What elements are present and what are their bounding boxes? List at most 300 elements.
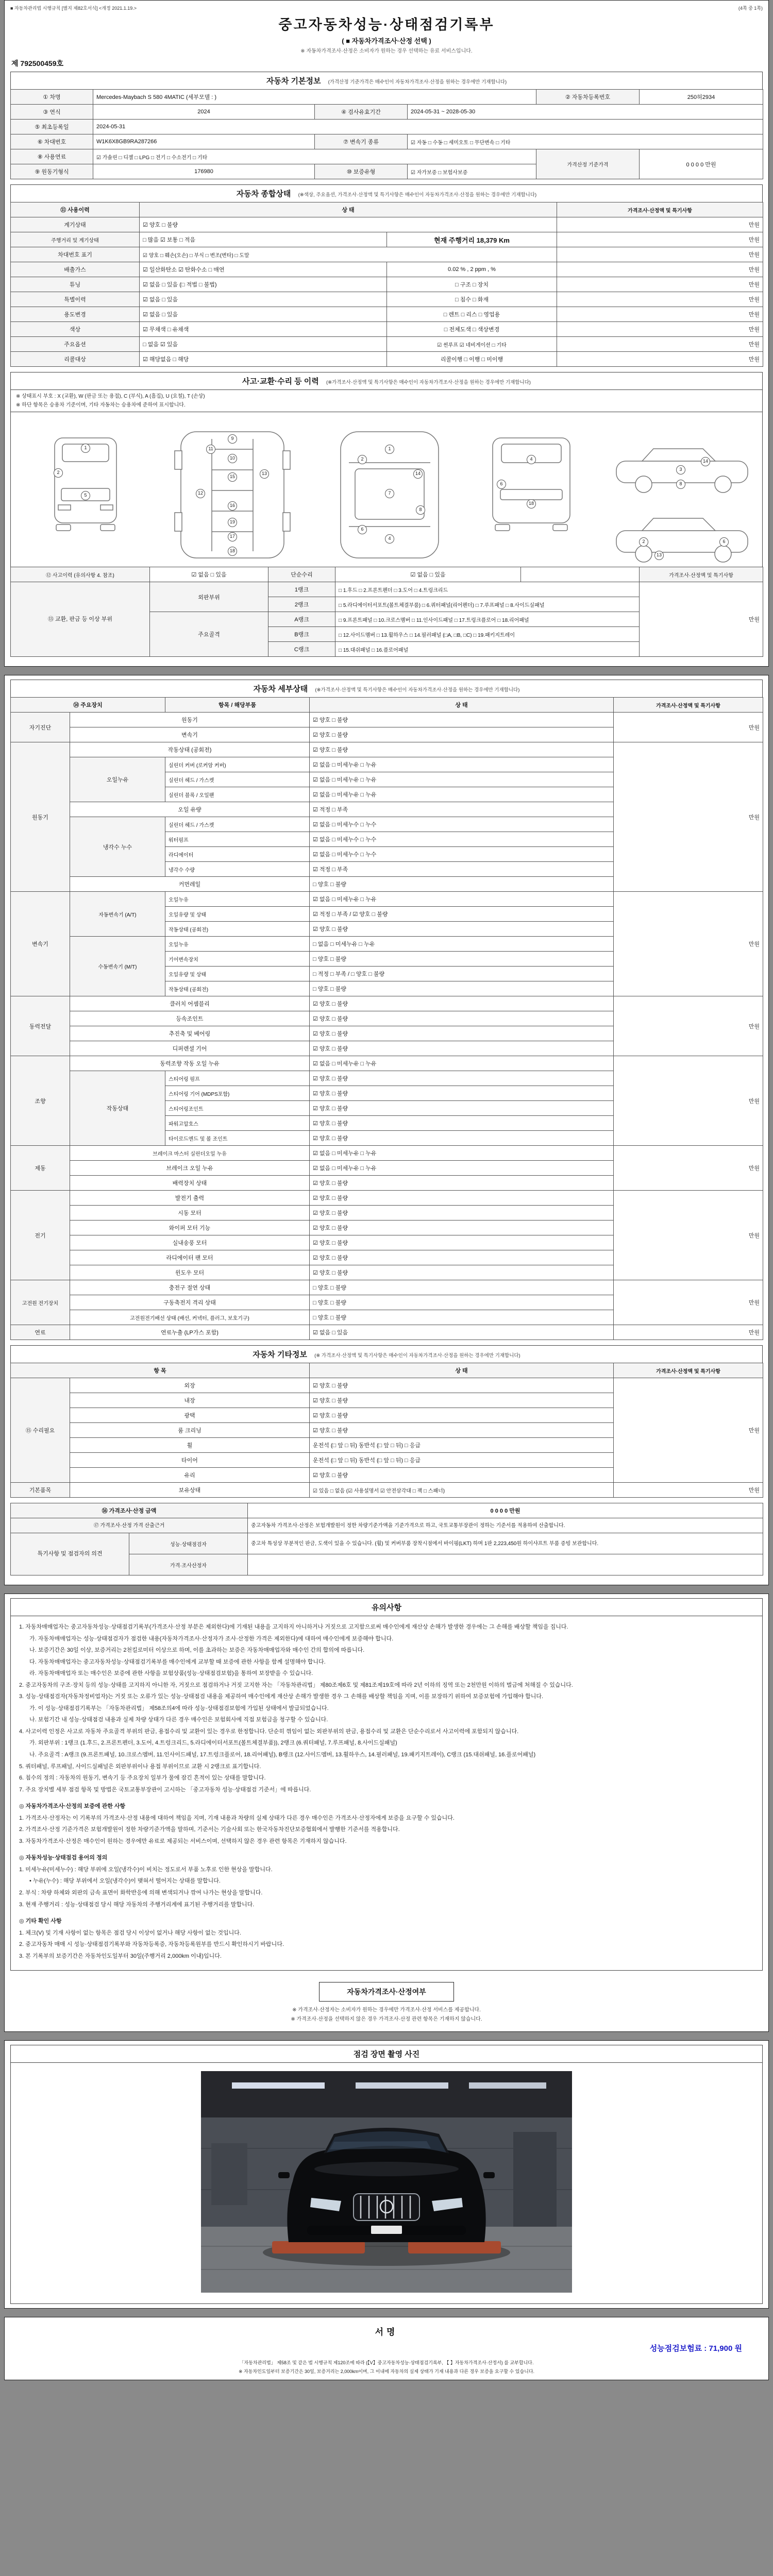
table-cell: 만원 (557, 337, 763, 352)
table-cell: □ 9.프론트패널 □ 10.크로스멤버 □ 11.인사이드패널 □ 17.트렁크플로어 □ 18.리어패널 (335, 612, 640, 627)
table-cell: ☑ 양호 □ 불량 (310, 1131, 614, 1146)
notice-line: 2. 부식 : 차량 하체와 외판의 금속 표면이 화학반응에 의해 변색되거나 깎여 나가는 현상을 말합니다. (19, 1890, 263, 1896)
table-cell: 상 태 (310, 1363, 614, 1378)
table-cell: ☑ 없음 □ 미세누유 □ 누유 (310, 757, 614, 772)
diagram-part-marker: 19 (228, 518, 237, 527)
diagram-part-marker: 14 (413, 469, 423, 479)
table-cell: 주행거리 및 계기상태 (11, 232, 140, 247)
table-cell: ☑ 양호 □ 불량 (310, 1468, 614, 1483)
section-etc-title: 자동차 기타정보 (253, 1350, 307, 1359)
diagram-part-marker: 1 (81, 444, 90, 453)
table-cell: ☑ 양호 □ 불량 (310, 1176, 614, 1191)
table-cell: 0 0 0 0 만원 (248, 1503, 763, 1518)
table-cell: 변속기 (11, 892, 70, 996)
table-cell: 상 태 (310, 698, 614, 713)
notice-line: 1. 미세누유(미세누수) : 해당 부위에 오일(냉각수)이 비치는 정도로서 부품 노후로 인한 현상을 말합니다. (19, 1866, 273, 1873)
table-cell: 특기사항 및 점검자의 의견 (11, 1533, 129, 1575)
etc-info-table (10, 1363, 763, 1498)
table-cell: W1K6X8GB9RA287266 (93, 134, 315, 149)
diagram-part-marker: 17 (228, 532, 237, 541)
diagram-part-marker: 6 (358, 525, 367, 534)
notice-line: 가. 외판부위 : 1랭크 (1.후드, 2.프론트펜더, 3.도어, 4.트렁크리드, 5.라디에이터서포트(볼트체결부품)), 2랭크 (6.쿼터패널, 7.루프패널, 8.사이드실패널) (29, 1740, 397, 1747)
table-cell: ☑ 없음 □ 있음 (150, 567, 268, 582)
table-cell: 중고자동차 가격조사·산정은 보험개발원이 정한 차량기준가액을 기준가격으로 하고, 국토교통부장관이 정하는 기준서를 적용하여 산출합니다. (248, 1518, 763, 1533)
notice-heading: ◎ 기타 확인 사항 (19, 1918, 62, 1925)
table-cell: ⑬ 교환, 판금 등 이상 부위 (11, 582, 150, 657)
table-cell: □ 5.라디에이터서포트(볼트체결부품) □ 6.쿼터패널(리어펜더) □ 7.루프패널 □ 8.사이드실패널 (335, 597, 640, 612)
table-cell: 용도변경 (11, 307, 140, 322)
table-cell: 동력조향 작동 오일 누유 (70, 1056, 310, 1071)
table-cell: 고전원전기배선 상태 (배선, 커넥터, 플러그, 보호기구) (70, 1310, 310, 1325)
table-cell: □ 양호 □ 불량 (310, 1310, 614, 1325)
section-etc-header (10, 1345, 763, 1363)
table-cell: ☑ 적정 □ 부족 / ☑ 양호 □ 불량 (310, 907, 614, 922)
table-cell: 리콜이행 □ 이행 □ 미이행 (387, 352, 557, 367)
table-cell: 연료 (11, 1325, 70, 1340)
table-cell: 만원 (614, 892, 763, 996)
table-cell: 윈도우 모터 (70, 1265, 310, 1280)
table-cell: 수동변속기 (M/T) (70, 937, 165, 996)
table-cell: 오일유량 및 상태 (165, 907, 310, 922)
diagram-part-marker: 13 (260, 469, 269, 479)
price-assessment-table-grid (10, 1503, 763, 1575)
table-cell: ⑮ 수리필요 (11, 1378, 70, 1483)
table-cell: ⑯ 가격조사·산정 금액 (11, 1503, 248, 1518)
section-photo-title: 점검 장면 촬영 사진 (353, 2050, 420, 2059)
price-survey-select-box: 자동차가격조사·산정여부 (319, 1982, 454, 2002)
table-cell: 만원 (614, 996, 763, 1056)
table-cell: ④ 검사유효기간 (315, 105, 408, 120)
table-cell: ☑ 무채색 □ 유채색 (140, 322, 387, 337)
table-cell: ☑ 양호 □ 불량 (310, 1116, 614, 1131)
table-cell: □ 없음 ☑ 있음 (140, 337, 387, 352)
table-cell: ☑ 양호 □ 불량 (310, 996, 614, 1011)
table-cell: 실린더 블록 / 오일팬 (165, 787, 310, 802)
table-cell: 튜닝 (11, 277, 140, 292)
diagram-part-marker: 4 (385, 534, 394, 544)
table-cell: 오일유량 및 상태 (165, 967, 310, 981)
table-cell: 배력장치 상태 (70, 1176, 310, 1191)
diagram-part-marker: 4 (527, 455, 536, 464)
table-cell: 만원 (614, 1146, 763, 1191)
diagram-part-marker: 18 (527, 499, 536, 509)
table-cell: 고전원 전기장치 (11, 1280, 70, 1325)
notice-line: 나. 보험기간 내 성능·상태점검 내용과 실제 차량 상태가 다른 경우 매수인은 보험회사에 직접 보험금을 청구할 수 있습니다. (29, 1717, 328, 1723)
table-cell: 주요골격 (150, 612, 268, 657)
etc-info-table-grid (10, 1363, 763, 1498)
table-cell: 외장 (70, 1378, 310, 1393)
table-cell: ☑ 양호 □ 불량 (310, 1191, 614, 1206)
table-cell: 발전기 출력 (70, 1191, 310, 1206)
table-cell (521, 567, 640, 582)
table-cell: 성능·상태점검자 (129, 1533, 248, 1554)
table-cell: ☑ 양호 □ 불량 (310, 1408, 614, 1423)
section-accident-note: (※가격조사·산정액 및 특기사항은 매수인이 자동차가격조사·산정을 원하는 경우에만 기재합니다) (326, 380, 531, 385)
detail-condition-table (10, 697, 763, 1340)
table-cell: 전기 (11, 1191, 70, 1280)
diagram-part-marker: 15 (228, 472, 237, 482)
table-cell: 색상 (11, 322, 140, 337)
section-detail-header (10, 680, 763, 697)
table-cell: 외판부위 (150, 582, 268, 612)
table-cell: 만원 (557, 262, 763, 277)
table-cell: 항 목 (11, 1363, 310, 1378)
table-cell: ⑥ 차대번호 (11, 134, 93, 149)
table-cell: 스티어링조인트 (165, 1101, 310, 1116)
table-cell: 중고차 특성상 부분적인 판금, 도색이 있을 수 있습니다. (휠) 및 커버부품 장착시점에서 바이핑(LKT) 하며 1판 2,223,450원 하이샤프트 부품 증빙 보관합니다. (248, 1533, 763, 1554)
table-cell: 배출가스 (11, 262, 140, 277)
table-cell: 만원 (557, 292, 763, 307)
overall-condition-table (10, 202, 763, 367)
table-cell: ☑ 없음 □ 미세누수 □ 누수 (310, 847, 614, 862)
table-cell: 변속기 (70, 727, 310, 742)
section-notice-header (10, 1598, 763, 1616)
table-cell: 냉각수 수량 (165, 862, 310, 877)
table-cell: 만원 (557, 247, 763, 262)
price-survey-select-note2: ※ 가격조사·산정을 선택하지 않은 경우 가격조사·산정 관련 항목은 기재하지 않습니다. (291, 2016, 482, 2023)
table-cell: 특별이력 (11, 292, 140, 307)
table-cell: ☑ 해당없음 □ 해당 (140, 352, 387, 367)
table-cell: 스티어링 펌프 (165, 1071, 310, 1086)
table-cell: □ 양호 □ 불량 (310, 1295, 614, 1310)
table-cell: ☑ 양호 □ 불량 (310, 1378, 614, 1393)
table-cell: □ 12.사이드멤버 □ 13.휠하우스 □ 14.필러패널 (□A, □B, □C) □ 19.패키지트레이 (335, 627, 640, 642)
table-cell: 가격조사·산정액 및 특기사항 (557, 202, 763, 217)
table-cell: 만원 (614, 1056, 763, 1146)
table-cell: 워터펌프 (165, 832, 310, 847)
section-detail-note: (※가격조사·산정액 및 특기사항은 매수인이 자동차가격조사·산정을 원하는 경우에만 기재합니다) (315, 687, 520, 693)
table-cell: 2024-05-31 ~ 2028-05-30 (408, 105, 763, 120)
table-cell: ☑ 없음 □ 미세누유 □ 누유 (310, 892, 614, 907)
table-cell: 0 0 0 0 만원 (640, 149, 763, 179)
table-cell: ☑ 양호 □ 불량 (310, 1206, 614, 1221)
section-box-notice (4, 1594, 769, 2032)
table-cell: ☑ 없음 □ 있음 (335, 567, 521, 582)
table-cell: 실린더 헤드 / 가스켓 (165, 817, 310, 832)
table-cell: ☑ 양호 □ 불량 (310, 1221, 614, 1235)
section-etc-note: (※ 가격조사·산정액 및 특기사항은 매수인이 자동차가격조사·산정을 원하는 경우에만 기재합니다) (314, 1353, 520, 1359)
signature-title: 서명 (375, 2327, 398, 2337)
table-cell: 가격·조사산정자 (129, 1554, 248, 1575)
notice-line: 2. 중고자동차의 구조·장치 등의 성능·상태를 고지하지 아니한 자, 거짓으로 점검하거나 거짓 고지한 자는 「자동차관리법」 제80조제6호 및 제81조제19호에 따라 2년 이하의 징역 또는 2천만원 이하의 벌금에 처해질 수 있습니다. (19, 1682, 573, 1688)
table-cell: A랭크 (268, 612, 335, 627)
table-cell: 가격조사·산정액 및 특기사항 (614, 1363, 763, 1378)
section-notice-title: 유의사항 (372, 1603, 401, 1612)
table-cell: ⑩ 보증유형 (315, 164, 408, 179)
table-cell: 0.02 % , 2 ppm , % (387, 262, 557, 277)
table-cell: ☑ 없음 □ 미세누유 □ 누유 (310, 1146, 614, 1161)
diagram-part-marker: 2 (54, 468, 63, 478)
table-cell: 연료누출 (LP가스 포함) (70, 1325, 310, 1340)
notice-heading: ◎ 자동차성능·상태점검 용어의 정의 (19, 1855, 108, 1861)
section-box-photo (4, 2040, 769, 2309)
table-cell: 보유상태 (70, 1483, 310, 1498)
document-number: 제 792500459호 (11, 59, 64, 67)
diagram-part-marker: 18 (228, 547, 237, 556)
state-code-legend (10, 389, 763, 412)
table-cell: ☑ 적정 □ 부족 (310, 802, 614, 817)
section-box-main (4, 0, 769, 667)
notice-line: 3. 자동차가격조사·산정은 매수인이 원하는 경우에만 유료로 제공되는 서비스이며, 선택하지 않은 경우 관련 항목은 기재하지 않습니다. (19, 1838, 347, 1844)
form-reference-strip (10, 5, 763, 11)
table-cell: 만원 (614, 1280, 763, 1325)
notice-line: 1. 자동차매매업자는 중고자동차성능·상태점검기록부(가격조사·산정 부분은 제외한다)에 기재된 내용을 고지하지 아니하거나 거짓으로 고지함으로써 매수인에게 재산상 손해가 발생한 경우에는 그 손해를 배상할 책임을 집니다. (19, 1624, 568, 1630)
notice-line: 6. 침수의 정의 : 자동차의 원동기, 변속기 등 주요장치 일부가 물에 잠긴 흔적이 있는 상태를 말합니다. (19, 1775, 266, 1782)
table-cell: 만원 (614, 1378, 763, 1483)
table-cell: ⑪ 사용이력 (11, 202, 140, 217)
table-cell: 만원 (614, 742, 763, 892)
table-cell: 만원 (614, 1191, 763, 1280)
diagram-part-marker: 1 (385, 445, 394, 454)
diagram-part-marker: 2 (639, 537, 648, 547)
table-cell: ☑ 없음 □ 미세누수 □ 누수 (310, 817, 614, 832)
table-cell: ☑ 양호 □ 불량 (310, 1250, 614, 1265)
table-cell: 실내송풍 모터 (70, 1235, 310, 1250)
notice-line: 2. 가격조사·산정 기준가격은 보험개발원이 정한 차량기준가액을 말하며, 기준서는 기술사회 또는 한국자동차진단보증협회에서 발행한 기준서를 적용합니다. (19, 1826, 400, 1833)
table-cell: 휠 (70, 1438, 310, 1453)
diagram-part-marker: 6 (719, 537, 729, 547)
table-cell: □ 양호 □ 불량 (310, 952, 614, 967)
notice-line: 3. 본 기록부의 보증기간은 자동차인도일부터 30일(주행거리 2,000km 이내)입니다. (19, 1953, 222, 1959)
table-cell: ☑ 양호 □ 훼손(오손) □ 부식 □ 변조(변타) □ 도말 (140, 247, 557, 262)
table-cell: 자기진단 (11, 713, 70, 742)
notice-line: 나. 보증기간은 30일 이상, 보증거리는 2천킬로미터 이상으로 하며, 이를 초과하는 보증은 자동차매매업자와 매수인 간의 합의에 따릅니다. (29, 1647, 365, 1654)
table-cell: ☑ 양호 □ 불량 (310, 742, 614, 757)
document-title: 중고자동차성능·상태점검기록부 (278, 17, 495, 32)
notice-line: 다. 자동차매매업자는 중고자동차성능·상태점검기록부를 매수인에게 교부할 때 보증에 관한 사항을 함께 설명해야 합니다. (29, 1658, 326, 1665)
diagram-part-marker: 3 (676, 465, 685, 474)
table-cell: ☑ 양호 □ 불량 (310, 1101, 614, 1116)
table-cell: 스티어링 기어 (MDPS포함) (165, 1086, 310, 1101)
table-cell: ⑧ 사용연료 (11, 149, 93, 164)
table-cell: 실린더 커버 (로커암 커버) (165, 757, 310, 772)
diagram-part-marker: 14 (701, 457, 710, 466)
table-cell: 오일누유 (165, 892, 310, 907)
overall-condition-table-grid (10, 202, 763, 367)
section-basic-header (10, 72, 763, 89)
table-cell: ☑ 없음 □ 미세누유 □ 누유 (310, 1056, 614, 1071)
table-cell: ☑ 양호 □ 불량 (310, 713, 614, 727)
table-cell: ⑨ 원동기형식 (11, 164, 93, 179)
table-cell: 파워고압호스 (165, 1116, 310, 1131)
diagram-part-marker: 8 (416, 505, 425, 515)
notice-line: 가. 자동차매매업자는 성능·상태점검자가 점검한 내용(자동차가격조사·산정자가 조사·산정한 가격은 제외한다)에 대하여 매수인에게 보증해야 합니다. (29, 1635, 394, 1642)
diagram-part-marker: 10 (228, 454, 237, 463)
table-cell: □ 많음 ☑ 보통 □ 적음 (140, 232, 387, 247)
table-cell: 176980 (93, 164, 315, 179)
state-code-legend-line2: ※ 하단 항목은 승용차 기준이며, 기타 자동차는 승용차에 준하여 표시합니다. (16, 402, 186, 408)
table-cell: □ 양호 □ 불량 (310, 981, 614, 996)
table-cell: 작동상태 (공회전) (165, 922, 310, 937)
table-cell: 제동 (11, 1146, 70, 1191)
table-cell: 만원 (614, 713, 763, 742)
table-cell: 항목 / 해당부품 (165, 698, 310, 713)
table-cell: 2랭크 (268, 597, 335, 612)
table-cell: ☑ 썬루프 ☑ 네비게이션 □ 기타 (387, 337, 557, 352)
notice-line: 나. 주요골격 : A랭크 (9.프론트패널, 10.크로스멤버, 11.인사이드패널, 17.트렁크플로어, 18.리어패널), B랭크 (12.사이드멤버, 13.휠하우스, 14.필러패널, 19.패키지트레이), C랭크 (15.대쉬패널, 16.플로어패널) (29, 1752, 536, 1758)
diagram-part-marker: 16 (228, 501, 237, 511)
table-cell: 등속조인트 (70, 1011, 310, 1026)
table-cell: ☑ 없음 □ 있음 (140, 307, 387, 322)
section-box-sign (4, 2317, 769, 2380)
table-cell: ☑ 없음 □ 미세누수 □ 누수 (310, 832, 614, 847)
table-cell: 자동변속기 (A/T) (70, 892, 165, 937)
table-cell: ☑ 가솔린 □ 디젤 □ LPG □ 전기 □ 수소전기 □ 기타 (93, 149, 536, 164)
table-cell: 룸 크리닝 (70, 1423, 310, 1438)
notice-line: 3. 현재 주행거리 : 성능·상태점검 당시 해당 자동차의 주행거리계에 표기된 주행거리를 말합니다. (19, 1901, 255, 1908)
table-cell: 클러치 어셈블리 (70, 996, 310, 1011)
table-cell: 오일누유 (70, 757, 165, 802)
detail-condition-table-grid (10, 697, 763, 1340)
table-cell: Mercedes-Maybach S 580 4MATIC (세부모델 : ) (93, 90, 536, 105)
table-cell: 브레이크 오일 누유 (70, 1161, 310, 1176)
table-cell: ☑ 양호 □ 불량 (310, 1086, 614, 1101)
insurance-fee: 성능점검보험료 : 71,900 원 (649, 2344, 742, 2353)
table-cell: ☑ 양호 □ 불량 (310, 1011, 614, 1026)
price-survey-note: ※ 자동차가격조사·산정은 소비자가 원하는 경우 선택하는 유료 서비스입니다. (300, 48, 473, 54)
table-cell: C랭크 (268, 642, 335, 657)
table-cell: 브레이크 마스터 실린더오일 누유 (70, 1146, 310, 1161)
table-cell: ☑ 있음 □ 없음 (☑ 사용설명서 ☑ 안전삼각대 □ 잭 □ 스패너) (310, 1483, 614, 1498)
table-cell: □ 적정 □ 부족 / □ 양호 □ 불량 (310, 967, 614, 981)
state-code-legend-line1: ※ 상태표시 부호 : X (교환), W (판금 또는 용접), C (부식), A (흠집), U (요철), T (손상) (16, 394, 205, 399)
notice-line: 4. 사고이력 인정은 사고로 자동차 주요골격 부위의 판금, 용접수리 및 교환이 있는 경우로 한정합니다. 단순히 꺾임이 없는 외판부위의 판금, 용접수리 및 교환은 단순수리로서 사고이력에 포함되지 않습니다. (19, 1728, 519, 1735)
table-cell: ☑ 양호 □ 불량 (310, 1423, 614, 1438)
table-cell: 가격조사·산정액 및 특기사항 (640, 567, 763, 582)
table-cell: ☑ 없음 □ 미세누유 □ 누유 (310, 1161, 614, 1176)
footer-line-1: 「자동차관리법」 제58조 및 같은 법 시행규칙 제120조에 따라 (【V】중고자동차성능·상태점검기록부, 【 】자동차가격조사·산정서) 를 교부합니다. (239, 2360, 534, 2366)
table-cell: 주요옵션 (11, 337, 140, 352)
table-cell: ☑ 자가보증 □ 보험사보증 (408, 164, 536, 179)
page-note: (4쪽 중 1쪽) (738, 6, 763, 11)
table-cell: ⑫ 사고이력 (유의사항 4. 참조) (11, 567, 150, 582)
table-cell: 2024 (93, 105, 315, 120)
table-cell: ⑤ 최초등록일 (11, 120, 93, 134)
table-cell: 추진축 및 베어링 (70, 1026, 310, 1041)
table-cell: ⑦ 변속기 종류 (315, 134, 408, 149)
section-overall-note: (※색상, 주요옵션, 가격조사·산정액 및 특기사항은 매수인이 자동차가격조사·산정을 원하는 경우에만 기재합니다) (298, 192, 537, 198)
section-overall-title: 자동차 종합상태 (236, 190, 291, 198)
table-cell: □ 양호 □ 불량 (310, 877, 614, 892)
section-box-detail (4, 675, 769, 1585)
table-cell: 오일누유 (165, 937, 310, 952)
table-cell: 만원 (640, 582, 763, 657)
table-cell: □ 침수 □ 화재 (387, 292, 557, 307)
table-cell: 커먼레일 (70, 877, 310, 892)
table-cell: 만원 (614, 1483, 763, 1498)
table-cell: ☑ 양호 □ 불량 (310, 1235, 614, 1250)
table-cell: 만원 (557, 322, 763, 337)
table-cell: ☑ 양호 □ 불량 (310, 1265, 614, 1280)
table-cell: 원동기 (11, 742, 70, 892)
table-cell: 작동상태 (70, 1071, 165, 1146)
section-overall-header (10, 184, 763, 202)
table-cell (248, 1554, 763, 1575)
price-assessment-table (10, 1503, 763, 1575)
price-survey-select-note1: ※ 가격조사·산정자는 소비자가 원하는 경우에만 가격조사·산정 서비스를 제공합니다. (292, 2007, 481, 2013)
table-cell: ☑ 없음 □ 있음 (140, 292, 387, 307)
section-basic-note: (가격산정 기준가격은 매수인이 자동차가격조사·산정을 원하는 경우에만 기재합니다) (328, 79, 507, 85)
table-cell: □ 1.후드 □ 2.프론트펜더 □ 3.도어 □ 4.트렁크리드 (335, 582, 640, 597)
table-cell: 250허2934 (640, 90, 763, 105)
basic-info-table-grid (10, 89, 763, 179)
table-cell: 운전석 (□ 앞 □ 뒤) 동반석 (□ 앞 □ 뒤) □ 응급 (310, 1438, 614, 1453)
basic-info-table (10, 89, 763, 179)
table-cell: 라디에이터 (165, 847, 310, 862)
diagram-part-marker: 6 (497, 480, 506, 489)
form-reference: ■ 자동차관리법 시행규칙 [별지 제82호서식] <개정 2021.1.19.> (10, 6, 137, 11)
table-cell: 와이퍼 모터 기능 (70, 1221, 310, 1235)
table-cell: 1랭크 (268, 582, 335, 597)
table-cell: ☑ 양호 □ 불량 (140, 217, 557, 232)
table-cell: 광택 (70, 1408, 310, 1423)
diagram-part-marker: 7 (385, 489, 394, 498)
diagram-part-marker: 9 (228, 434, 237, 444)
table-cell: ☑ 양호 □ 불량 (310, 1393, 614, 1408)
table-cell: ⑰ 가격조사·산정 가격 산출근거 (11, 1518, 248, 1533)
table-cell: 타이로드엔드 및 볼 조인트 (165, 1131, 310, 1146)
section-accident-title: 사고·교환·수리 등 이력 (242, 377, 319, 386)
table-cell: ☑ 적정 □ 부족 (310, 862, 614, 877)
diagram-part-marker: 11 (206, 445, 215, 454)
accident-history-table (10, 567, 763, 657)
table-cell: 유리 (70, 1468, 310, 1483)
table-cell: 작동상태 (공회전) (165, 981, 310, 996)
table-cell: ⑭ 주요장치 (11, 698, 165, 713)
table-cell: □ 구조 □ 장치 (387, 277, 557, 292)
table-cell: ☑ 없음 □ 있음 (□ 적법 □ 불법) (140, 277, 387, 292)
table-cell: 만원 (557, 217, 763, 232)
inspection-photo (201, 2071, 572, 2293)
table-cell: 리콜대상 (11, 352, 140, 367)
table-cell: □ 15.대쉬패널 □ 16.플로어패널 (335, 642, 640, 657)
table-cell: ☑ 양호 □ 불량 (310, 1071, 614, 1086)
table-cell: 실린더 헤드 / 가스켓 (165, 772, 310, 787)
notice-line: 7. 주요 장치별 세부 점검 항목 및 방법은 국토교통부장관이 고시하는 「중고자동차 성능·상태점검 기준서」에 따릅니다. (19, 1786, 311, 1793)
table-cell: 차대번호 표기 (11, 247, 140, 262)
table-cell: ☑ 없음 □ 미세누유 □ 누유 (310, 787, 614, 802)
table-cell: 조향 (11, 1056, 70, 1146)
table-cell: 만원 (557, 352, 763, 367)
table-cell: 충전구 절연 상태 (70, 1280, 310, 1295)
notice-line: 3. 성능·상태점검자(자동차정비업자)는 거짓 또는 오류가 있는 성능·상태점검 내용을 제공하여 매수인에게 재산상 손해가 발생한 경우 그 손해를 배상할 책임을 지며, 이를 보장하기 위하여 보증보험에 가입해야 합니다. (19, 1693, 544, 1700)
table-cell: 2024-05-31 (93, 120, 763, 134)
notice-text-block (10, 1616, 763, 1971)
table-cell: 시동 모터 (70, 1206, 310, 1221)
table-cell: ③ 연식 (11, 105, 93, 120)
accident-history-table-grid (10, 567, 763, 657)
table-cell: 상 태 (140, 202, 557, 217)
table-cell: 만원 (557, 232, 763, 247)
table-cell: 현재 주행거리 18,379 Km (387, 232, 557, 247)
table-cell: 원동기 (70, 713, 310, 727)
table-cell: ☑ 일산화탄소 ☑ 탄화수소 □ 매연 (140, 262, 387, 277)
notice-line: 1. 가격조사·산정자는 이 기록부의 가격조사·산정 내용에 대하여 책임을 지며, 기재 내용과 차량의 실제 상태가 다른 경우 매수인은 가격조사·산정자에게 보증을 요구할 수 있습니다. (19, 1815, 455, 1821)
table-cell: 기어변속장치 (165, 952, 310, 967)
section-accident-header (10, 372, 763, 389)
table-cell: 운전석 (□ 앞 □ 뒤) 동반석 (□ 앞 □ 뒤) □ 응급 (310, 1453, 614, 1468)
notice-line: 2. 중고자동차 매매 시 성능·상태점검기록부와 자동차등록증, 자동차등록원부를 반드시 확인하시기 바랍니다. (19, 1941, 284, 1948)
notice-heading: ◎ 자동차가격조사·산정의 보증에 관한 사항 (19, 1803, 126, 1810)
notice-line: 가. 이 성능·상태점검기록부는 「자동차관리법」 제58조의4에 따라 성능·상태점검보험에 가입된 상태에서 발급되었습니다. (29, 1705, 329, 1711)
notice-line: 5. 쿼터패널, 루프패널, 사이드실패널은 외판부위이나 용접 부위이므로 교환 시 2랭크로 표기합니다. (19, 1763, 261, 1770)
table-cell: ☑ 없음 □ 미세누유 □ 누유 (310, 772, 614, 787)
table-cell: 디퍼렌셜 기어 (70, 1041, 310, 1056)
table-cell: ☑ 자동 □ 수동 □ 세미오토 □ 무단변속 □ 기타 (408, 134, 763, 149)
table-cell: □ 없음 □ 미세누유 □ 누유 (310, 937, 614, 952)
table-cell: ☑ 없음 □ 있음 (310, 1325, 614, 1340)
table-cell: 가격산정 기준가격 (536, 149, 640, 179)
